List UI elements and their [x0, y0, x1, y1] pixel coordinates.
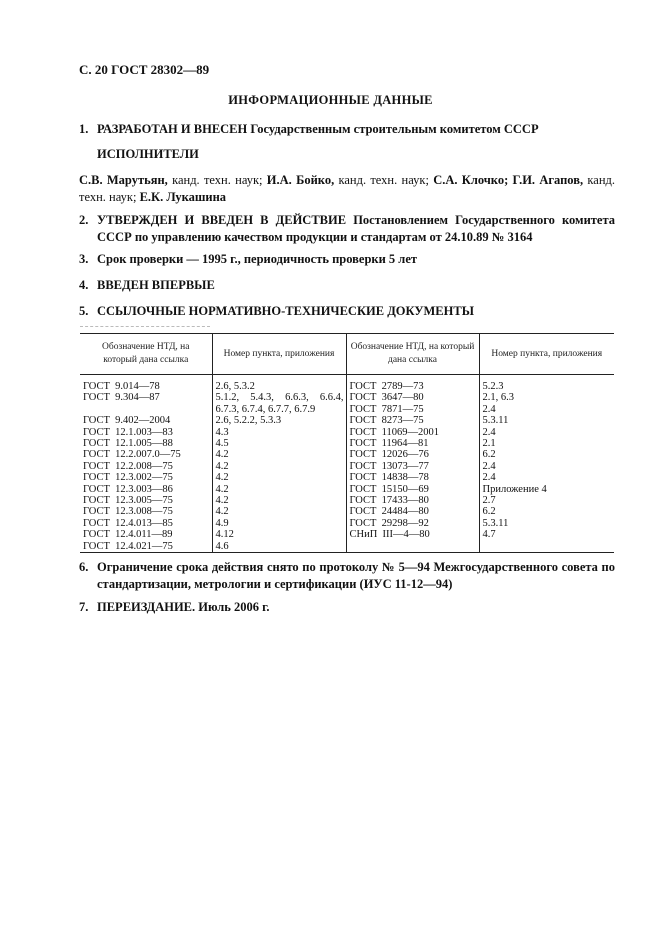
table-header-row [80, 334, 614, 375]
page-header: С. 20 ГОСТ 28302—89 [79, 62, 210, 77]
item-number: 2. [79, 213, 89, 227]
doc-designation: ГОСТ 12.4.013—85 [83, 517, 173, 529]
item-heading: УТВЕРЖДЕН И ВВЕДЕН В ДЕЙСТВИЕ [97, 213, 347, 227]
item-number: 4. [79, 278, 89, 292]
item-number: 1. [79, 122, 89, 136]
item-text: ПЕРЕИЗДАНИЕ. Июль 2006 г. [97, 600, 270, 614]
doc-designation: ГОСТ 8273—75 [349, 415, 424, 427]
clause-number: 5.3.11 [482, 517, 509, 529]
clause-number: 4.2 [215, 495, 229, 507]
clause-number: 4.2 [215, 483, 229, 495]
doc-designation: ГОСТ 11964—81 [349, 438, 429, 450]
col-header-doc: Обозначение НТД, на который дана ссылка [346, 334, 479, 375]
doc-designation: ГОСТ 12.3.005—75 [83, 495, 173, 507]
section-title: ИНФОРМАЦИОННЫЕ ДАННЫЕ [228, 93, 433, 107]
clause-number: 4.2 [215, 460, 229, 472]
item-number: 3. [79, 252, 89, 266]
item-text: Государственным строительным комитетом СССР [247, 122, 539, 136]
item-review-period [79, 251, 615, 268]
clause-number: 2.4 [482, 426, 496, 438]
clause-number: 4.12 [215, 529, 234, 541]
clause-number: 4.9 [215, 517, 229, 529]
col-header-doc: Обозначение НТД, на который дана ссылка [80, 334, 212, 375]
doc-designation: ГОСТ 12.1.003—83 [83, 426, 173, 438]
item-developed-by [79, 121, 615, 138]
item-number: 6. [79, 560, 89, 574]
clause-number: Приложение 4 [482, 483, 547, 495]
clause-number: 5.3.11 [482, 415, 509, 427]
doc-designation: ГОСТ 12.3.008—75 [83, 506, 173, 518]
performer-name: Е.К. Лукашина [139, 190, 227, 204]
clause-number: 4.6 [215, 540, 229, 552]
doc-designation: ГОСТ 15150—69 [349, 483, 429, 495]
clause-number: 4.5 [215, 438, 229, 450]
doc-designation: ГОСТ 12.3.002—75 [83, 472, 173, 484]
clause-number: 5.1.2, 5.4.3, 6.6.3, 6.6.4, 6.7.3, 6.7.4, 6.7.7, 6.7.9 [215, 392, 344, 415]
item-introduced-first [79, 277, 615, 294]
clause-number: 4.7 [482, 529, 496, 541]
performers-heading: ИСПОЛНИТЕЛИ [97, 147, 199, 161]
item-heading: РАЗРАБОТАН И ВНЕСЕН [97, 122, 248, 136]
clause-number: 6.2 [482, 449, 496, 461]
doc-designation: ГОСТ 9.014—78 [83, 381, 160, 392]
clause-number: 2.4 [482, 460, 496, 472]
clause-number: 6.2 [482, 506, 496, 518]
doc-designation: ГОСТ 12026—76 [349, 449, 429, 461]
divider [80, 326, 210, 327]
performer-name: С.А. Клочко; [433, 173, 509, 187]
doc-designation: ГОСТ 12.2.008—75 [83, 460, 173, 472]
clause-number: 2.6, 5.2.2, 5.3.3 [215, 415, 282, 427]
performers-list [79, 172, 615, 206]
clause-number: 4.3 [215, 426, 229, 438]
doc-designation: ГОСТ 9.304—87 [83, 392, 160, 404]
table-body-row [80, 375, 614, 553]
doc-designation: ГОСТ 11069—2001 [349, 426, 440, 438]
doc-designation: ГОСТ 12.1.005—88 [83, 438, 173, 450]
clause-number: 5.2.3 [482, 381, 504, 392]
item-text: Срок проверки — 1995 г., периодичность проверки 5 лет [97, 252, 418, 266]
item-reissue [79, 599, 615, 616]
item-limitation-removed [79, 559, 615, 593]
doc-designation: СНиП III—4—80 [349, 529, 430, 541]
clause-number: 2.1, 6.3 [482, 392, 514, 404]
item-reference-docs [79, 303, 615, 320]
performer-title: канд. техн. наук; [334, 173, 434, 187]
clause-number: 4.2 [215, 506, 229, 518]
doc-designation: ГОСТ 2789—73 [349, 381, 424, 392]
item-number: 7. [79, 600, 89, 614]
left-clauses-column [212, 375, 346, 553]
item-text: Постановлением Государственного комитета СССР по управлению качеством продукции и стандартам от 24.10.89 № 3164 [97, 213, 616, 244]
reference-docs-table [80, 333, 614, 553]
clause-number: 4.2 [215, 449, 229, 461]
performer-title: канд. техн. наук; [167, 173, 267, 187]
doc-designation: ГОСТ 3647—80 [349, 392, 424, 404]
item-text: ССЫЛОЧНЫЕ НОРМАТИВНО-ТЕХНИЧЕСКИЕ ДОКУМЕНТЫ [97, 304, 474, 318]
performer-name: И.А. Бойко, [266, 173, 335, 187]
doc-designation: ГОСТ 12.2.007.0—75 [83, 449, 181, 461]
doc-designation-spacer [83, 404, 210, 415]
doc-designation: ГОСТ 14838—78 [349, 472, 429, 484]
item-text: ВВЕДЕН ВПЕРВЫЕ [97, 278, 215, 292]
doc-designation: ГОСТ 24484—80 [349, 506, 429, 518]
clause-number: 2.4 [482, 472, 496, 484]
performer-name: Г.И. Агапов, [512, 173, 584, 187]
clause-number: 4.2 [215, 472, 229, 484]
doc-designation: ГОСТ 17433—80 [349, 495, 429, 507]
left-docs-column [80, 375, 212, 553]
right-clauses-column [479, 375, 614, 553]
doc-designation: ГОСТ 9.402—2004 [83, 415, 171, 427]
clause-number: 2.1 [482, 438, 496, 450]
performer-name: С.В. Марутьян, [79, 173, 168, 187]
right-docs-column [346, 375, 479, 553]
item-approved [79, 212, 615, 246]
doc-designation: ГОСТ 29298—92 [349, 517, 429, 529]
doc-designation: ГОСТ 7871—75 [349, 403, 424, 415]
clause-number: 2.6, 5.3.2 [215, 381, 255, 392]
doc-designation: ГОСТ 12.3.003—86 [83, 483, 173, 495]
col-header-clause: Номер пункта, приложения [479, 334, 614, 375]
doc-designation: ГОСТ 12.4.011—89 [83, 529, 173, 541]
item-text: Ограничение срока действия снято по протоколу № 5—94 Межгосударственного совета по стандартизации, метрологии и сертификации (ИУС 11-12—94) [97, 560, 615, 591]
col-header-clause: Номер пункта, приложения [212, 334, 346, 375]
item-number: 5. [79, 304, 89, 318]
clause-number: 2.4 [482, 403, 496, 415]
doc-designation: ГОСТ 12.4.021—75 [83, 540, 173, 552]
doc-designation: ГОСТ 13073—77 [349, 460, 429, 472]
clause-number: 2.7 [482, 495, 496, 507]
performer-title: канд. техн. наук; [79, 173, 615, 204]
